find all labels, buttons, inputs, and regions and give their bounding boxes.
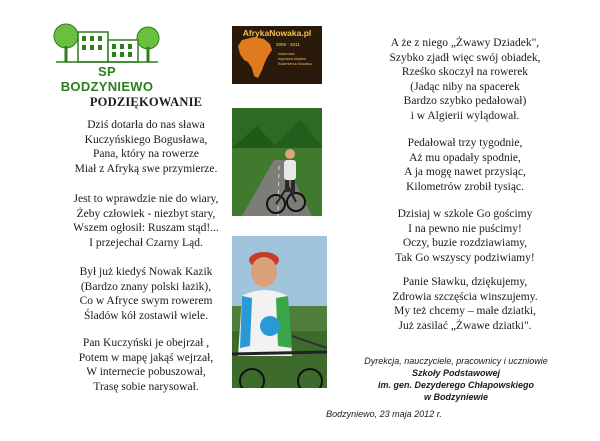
poem-line: Żeby człowiek - niezbyt stary, <box>76 207 216 220</box>
poem-line: I na pewno nie puścimy! <box>408 222 522 235</box>
poem-line: A że z niego „Żwawy Dziadek", <box>390 37 540 49</box>
poem-line: Kuczyńskiego Bogusława, <box>84 133 208 146</box>
signature-line: w Bodzyniewie <box>423 392 488 402</box>
poem-line: Pedałował trzy tygodnie, <box>407 137 523 149</box>
right-stanza-4 <box>338 275 592 333</box>
road-cyclist-photo <box>232 108 322 216</box>
cyclist-portrait-photo <box>232 236 327 388</box>
poem-line: i w Algierii wylądował. <box>410 109 520 122</box>
poem-line: Szybko zjadł więc swój obiadek, <box>389 51 541 64</box>
poem-line: Miał z Afryką swe przymierze. <box>74 162 218 175</box>
poem-line: Śladów kół zostawił wiele. <box>84 309 208 322</box>
poem-line: I przejechał Czarny Ląd. <box>89 236 203 249</box>
poem-line: Panie Sławku, dziękujemy, <box>402 276 528 288</box>
poem-line: Trasę sobie narysował. <box>93 380 199 393</box>
poem-line: A ja mogę nawet przysiąc, <box>404 166 526 178</box>
poem-line: W internecie pobuszował, <box>86 366 206 378</box>
right-stanza-2 <box>338 136 592 194</box>
signature-line: im. gen. Dezyderego Chłapowskiego <box>377 380 535 390</box>
right-stanza-3 <box>338 207 592 265</box>
poem-line: Pana, który na rowerze <box>92 148 199 160</box>
page-title: PODZIĘKOWANIE <box>89 95 203 109</box>
poem-line: Tak Go wszyscy podziwiamy! <box>395 251 535 264</box>
brand-text: AfrykaNowaka.pl <box>242 28 312 38</box>
signature-line: Dyrekcja, nauczyciele, pracownicy i uczniowie <box>364 356 548 366</box>
years-text: 2009 - 2011 <box>276 42 300 47</box>
poem-line: (Jadąc niby na spacerek <box>410 80 520 93</box>
poem-line: (Bardzo znany polski łazik), <box>80 280 212 293</box>
afryka-nowaka-logo <box>232 26 322 84</box>
poem-line: Oczy, buzie rozdziawiamy, <box>402 237 528 249</box>
right-stanza-1 <box>338 36 592 123</box>
signature-block <box>338 355 574 403</box>
logo-note: rowerowa wyprawa śladem Kazimierza Nowaka <box>278 52 312 66</box>
signature-line: Szkoły Podstawowej <box>411 368 501 378</box>
poem-line: Dzisiaj w szkole Go gościmy <box>397 208 533 220</box>
poem-line: Co w Afryce swym rowerem <box>79 295 213 307</box>
poem-line: Potem w mapę jakąś wejrzał, <box>78 351 214 364</box>
poem-line: Już zasilać „Żwawe dziatki". <box>398 319 532 332</box>
poem-line: Rześko skoczył na rowerek <box>401 66 529 78</box>
poem-line: My też chcemy – małe dziatki, <box>394 305 536 317</box>
poem-line: Aż mu opadały spodnie, <box>409 151 521 164</box>
poem-line: Dziś dotarła do nas sława <box>87 119 205 131</box>
poem-line: Kilometrów zrobił tysiąc. <box>406 180 524 193</box>
poem-line: Zdrowia szczęścia winszujemy. <box>392 290 538 303</box>
poem-line: Pan Kuczyński je obejrzał , <box>82 337 210 349</box>
poem-line: Bardzo szybko pedałował) <box>403 95 527 107</box>
poem-line: Wszem ogłosił: Ruszam stąd!... <box>73 222 219 234</box>
school-name: SP BODZYNIEWO <box>60 64 154 94</box>
poem-line: Jest to wprawdzie nie do wiary, <box>73 193 219 205</box>
poem-line: Był już kiedyś Nowak Kazik <box>79 266 213 278</box>
date-line: Bodzyniewo, 23 maja 2012 r. <box>326 409 442 419</box>
